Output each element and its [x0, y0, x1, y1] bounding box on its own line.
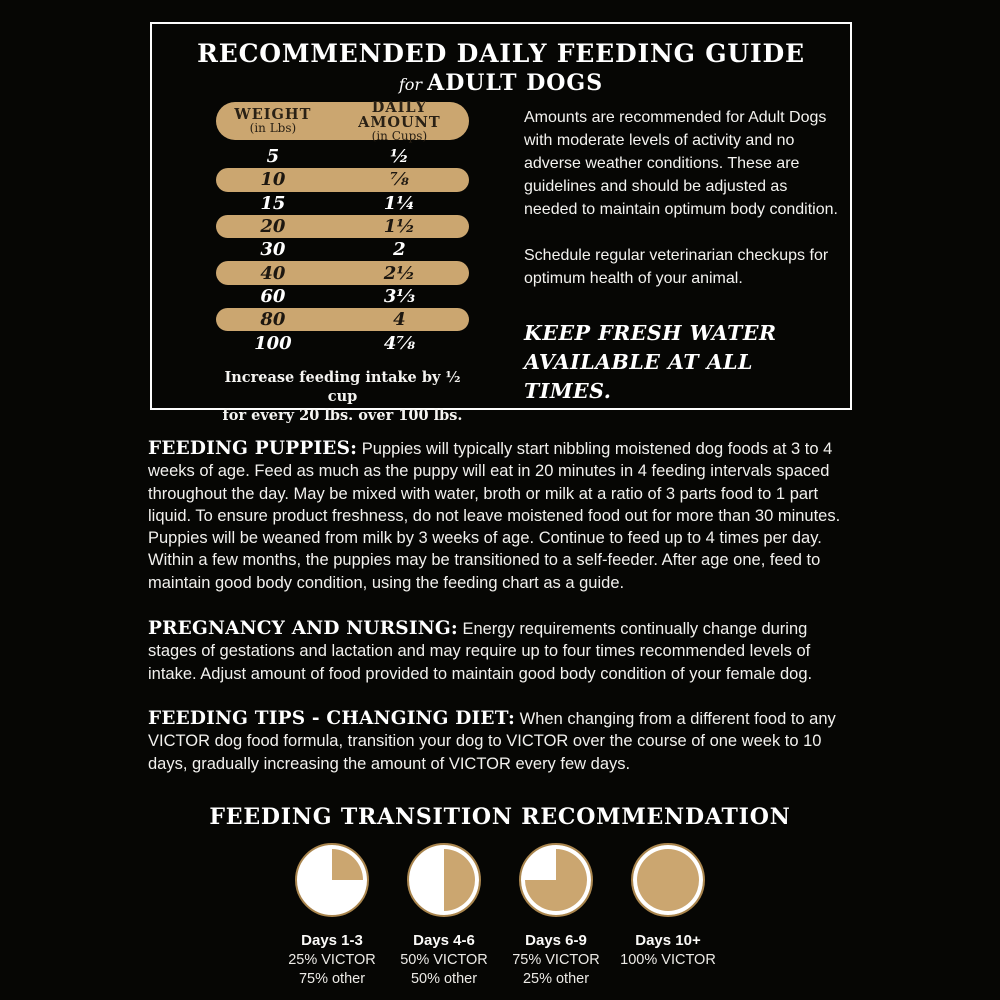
table-row	[216, 168, 469, 191]
amount-value: 1½	[383, 216, 416, 238]
weight-value: 20	[260, 216, 286, 238]
amount-value: ½	[390, 146, 409, 168]
weight-value: 60	[260, 285, 286, 307]
guide-subtitle	[152, 70, 850, 96]
table-row	[216, 261, 469, 284]
guide-title: RECOMMENDED DAILY FEEDING GUIDE	[197, 39, 805, 68]
step-other-label: 25% other	[522, 971, 590, 987]
section-pregnancy-nursing	[148, 618, 860, 685]
section-feeding-puppies	[148, 438, 860, 594]
table-row	[216, 331, 469, 354]
amounts-note: Amounts are recommended for Adult Dogs with moderate levels of activity and no adverse weather conditions. These are guidelines and should be adjusted as needed to maintain optimum body condition.	[524, 109, 838, 218]
step-days-label: Days 1-3	[301, 932, 363, 949]
section-feeding-tips	[148, 708, 860, 775]
section-heading: PREGNANCY AND NURSING:	[148, 618, 458, 639]
veterinarian-note: Schedule regular veterinarian checkups for optimum health of your animal.	[524, 247, 829, 287]
step-other-label: 75% other	[298, 971, 366, 987]
pie-chart-days-1-3	[295, 843, 369, 917]
step-victor-label: 50% VICTOR	[400, 952, 488, 968]
amount-value: 1¼	[383, 192, 416, 214]
guide-notes	[524, 106, 844, 406]
table-row	[216, 192, 469, 215]
section-heading: FEEDING TIPS - CHANGING DIET:	[148, 708, 516, 729]
transition-title: FEEDING TRANSITION RECOMMENDATION	[209, 804, 791, 830]
table-row	[216, 238, 469, 261]
table-footnote	[216, 368, 469, 425]
pie-chart-days-4-6	[407, 843, 481, 917]
transition-steps	[0, 843, 1000, 987]
amount-value: 2½	[383, 262, 416, 284]
step-victor-label: 25% VICTOR	[288, 952, 376, 968]
amount-value: 4⅞	[383, 332, 415, 354]
pie-chart-days-6-9	[519, 843, 593, 917]
table-row	[216, 308, 469, 331]
transition-step-days-1-3	[280, 843, 384, 987]
weight-value: 30	[260, 239, 286, 261]
step-days-label: Days 10+	[635, 932, 701, 949]
weight-value: 10	[260, 169, 286, 191]
feeding-table-body	[216, 145, 469, 355]
amount-value: 3⅓	[383, 285, 415, 307]
step-victor-label: 75% VICTOR	[512, 952, 600, 968]
fresh-water-line1: KEEP FRESH WATER	[524, 321, 777, 345]
transition-step-days-4-6	[392, 843, 496, 987]
table-row	[216, 215, 469, 238]
guide-subtitle-adult-dogs: ADULT DOGS	[427, 70, 604, 96]
feeding-guide-box	[150, 22, 852, 424]
section-heading: FEEDING PUPPIES:	[148, 438, 358, 459]
footnote-line1: Increase feeding intake by ½ cup	[224, 368, 461, 405]
feeding-table-header	[216, 98, 469, 143]
weight-value: 40	[260, 262, 286, 284]
daily-amount-header-label: DAILY AMOUNT	[358, 98, 441, 131]
weight-column-header	[216, 107, 330, 135]
table-row	[216, 145, 469, 168]
footnote-line2: for every 20 lbs. over 100 lbs.	[222, 406, 463, 424]
section-body: Energy requirements continually change during stages of gestations and lactation and may require up to four times recommended levels of intake. Adjust amount of food provided to maintain good body condition of your female dog.	[148, 620, 813, 683]
pie-chart-days-10-plus	[631, 843, 705, 917]
amount-value: 4	[393, 309, 406, 331]
weight-header-label: WEIGHT	[234, 106, 312, 123]
step-victor-label: 100% VICTOR	[620, 952, 716, 968]
weight-value: 100	[254, 332, 292, 354]
daily-amount-header-unit: (in Cups)	[371, 128, 428, 143]
section-body: When changing from a different food to any VICTOR dog food formula, transition your dog to VICTOR over the course of one week to 10 days, gradually increasing the amount of VICTOR every few days.	[148, 710, 836, 773]
daily-amount-column-header	[330, 100, 469, 143]
weight-header-unit: (in Lbs)	[249, 121, 297, 135]
fresh-water-line2: AVAILABLE AT ALL TIMES.	[524, 350, 753, 403]
weight-value: 80	[260, 309, 286, 331]
step-days-label: Days 6-9	[525, 932, 587, 949]
transition-step-days-10-plus	[616, 843, 720, 987]
step-days-label: Days 4-6	[413, 932, 475, 949]
fresh-water-note	[524, 319, 844, 406]
section-body: Puppies will typically start nibbling moistened dog foods at 3 to 4 weeks of age. Feed as much as the puppy will eat in 20 minutes in 4 feeding intervals spaced throughout the day. May be mixed with water, broth or milk at a ratio of 3 parts food to 1 part liquid. To ensure product freshness, do not leave moistened food out for more than 30 minutes. Puppies will be weaned from milk by 3 weeks of age. Continue to feed up to 4 times per day. Within a few months, the puppies may be transitioned to a self-feeder. After age one, feed to maintain good body condition, using the feeding chart as a guide.	[148, 440, 841, 592]
amount-value: ⅞	[390, 169, 409, 191]
amount-value: 2	[393, 239, 406, 261]
weight-value: 15	[260, 192, 286, 214]
feeding-table	[216, 98, 469, 425]
step-other-label: 50% other	[410, 971, 478, 987]
table-row	[216, 285, 469, 308]
weight-value: 5	[266, 146, 280, 168]
guide-subtitle-for: for	[398, 75, 423, 94]
transition-step-days-6-9	[504, 843, 608, 987]
